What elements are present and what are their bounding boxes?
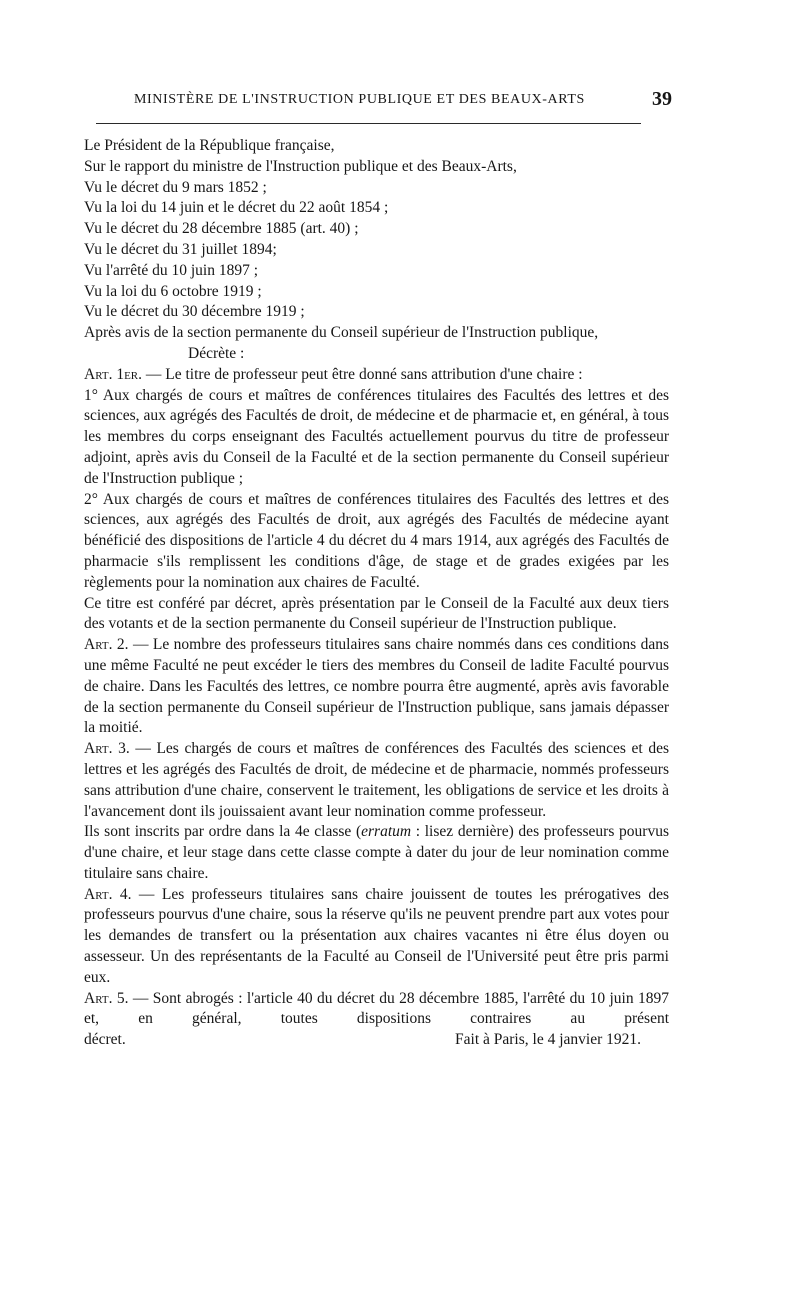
- page-number: 39: [652, 88, 672, 110]
- article-2-text: — Le nombre des professeurs titulaires sans chaire nommés dans ces conditions dans une même Faculté ne peut excéder le tiers des membres du Conseil de ladite Faculté pourvus de chaire. Dans les Facultés des lettres, ce nombre pourra être augmenté, après avis favorable de la section permanente du Conseil supérieur de l'Instruction publique, sans jamais dépasser la moitié.: [84, 636, 669, 737]
- preamble-line: Le Président de la République française,: [84, 137, 335, 154]
- article-3-text: — Les chargés de cours et maîtres de conférences des Facultés des sciences et des lettres et les agrégés des Facultés de droit, de médecine et de pharmacie, nommés professeurs sans attribution d'une chaire, conservent le traitement, les obligations de service et les droits à l'avancement dont ils jouissaient avant leur nomination comme professeur.: [84, 740, 670, 820]
- article-3-label: Art. 3.: [84, 740, 130, 758]
- preamble-line: Vu le décret du 30 décembre 1919 ;: [84, 303, 305, 321]
- article-1-intro-text: — Le titre de professeur peut être donné sans attribution d'une chaire :: [142, 365, 583, 383]
- article-1-closing: Ce titre est conféré par décret, après présentation par le Conseil de la Faculté aux deux tiers des votants et de la section permanente du Conseil supérieur de l'Instruction publique.: [84, 594, 669, 633]
- article-5-label: Art. 5.: [84, 989, 129, 1007]
- preamble-line: Vu le décret du 28 décembre 1885 (art. 40) ;: [84, 220, 359, 238]
- article-5: [84, 989, 669, 1031]
- preamble-line: Après avis de la section permanente du Conseil supérieur de l'Instruction publique,: [84, 324, 599, 342]
- article-4-label: Art. 4.: [84, 885, 132, 903]
- header-rule: [96, 123, 641, 124]
- preamble-line: Vu l'arrêté du 10 juin 1897 ;: [84, 261, 259, 279]
- article-1-point-1: 1° Aux chargés de cours et maîtres de conférences titulaires des Facultés des lettres et des sciences, aux agrégés des Facultés de droit, de médecine et de pharmacie et, en général, à tous les membres du corps enseignant des Facultés actuellement pourvus du titre de professeur adjoint, après avis du Conseil de la Faculté et de la section permanente du Conseil supérieur de l'Instruction publique ;: [84, 386, 669, 487]
- signature-line: [84, 1030, 669, 1051]
- preamble-line: Vu la loi du 14 juin et le décret du 22 août 1854 ;: [84, 199, 389, 217]
- article-3-para2-before: Ils sont inscrits par ordre dans la 4e classe (: [84, 823, 362, 841]
- article-2-label: Art. 2.: [84, 636, 129, 654]
- erratum-term: erratum: [361, 823, 412, 841]
- article-1-point-2: 2° Aux chargés de cours et maîtres de conférences titulaires des Facultés des lettres et des sciences, aux agrégés des Facultés de droit, aux agrégés des Facultés de médecine ayant bénéficié des dispositions de l'article 4 du décret du 4 mars 1914, aux agrégés des Facultés de pharmacie s'ils remplissent les conditions d'âge, de stage et de grades exigées par les règlements pour la nomination aux chaires de Faculté.: [84, 490, 669, 591]
- decrete-heading: Décrète :: [188, 344, 245, 362]
- page-header: [84, 88, 672, 114]
- article-1-intro: [84, 365, 669, 386]
- preamble-line: Vu le décret du 31 juillet 1894;: [84, 240, 277, 258]
- article-5-last-word: décret.: [84, 1031, 126, 1049]
- running-title: MINISTÈRE DE L'INSTRUCTION PUBLIQUE ET DES BEAUX-ARTS: [134, 92, 585, 107]
- article-4-text: — Les professeurs titulaires sans chaire jouissent de toutes les prérogatives des professeurs pourvus d'une chaire, sous la réserve qu'ils ne peuvent prendre part aux votes pour les demandes de transfert ou la présentation aux chaires vacantes ni être élus doyen ou assesseur. Un des représentants de la Faculté au Conseil de l'Université peut être pris parmi eux.: [84, 885, 670, 986]
- preamble-line: Vu le décret du 9 mars 1852 ;: [84, 178, 267, 196]
- preamble-line: Vu la loi du 6 octobre 1919 ;: [84, 282, 262, 300]
- preamble-line: Sur le rapport du ministre de l'Instruction publique et des Beaux-Arts,: [84, 157, 517, 175]
- signature: Fait à Paris, le 4 janvier 1921.: [455, 1031, 641, 1049]
- article-3-paragraph-2: [84, 822, 669, 884]
- article-5-text: — Sont abrogés : l'article 40 du décret du 28 décembre 1885, l'arrêté du 10 juin 1897 et, en général, toutes dispositions contraires au présent: [84, 989, 669, 1028]
- article-3-para2-after: : lisez dernière) des professeurs pourvus d'une chaire, et leur stage dans cette classe compte à dater du jour de leur nomination comme titulaire sans chaire.: [84, 823, 669, 882]
- article-4: [84, 885, 669, 989]
- article-1-label: Art. 1er.: [84, 365, 143, 383]
- article-2: [84, 635, 669, 739]
- article-3: [84, 739, 669, 822]
- decree-body: [84, 136, 669, 1051]
